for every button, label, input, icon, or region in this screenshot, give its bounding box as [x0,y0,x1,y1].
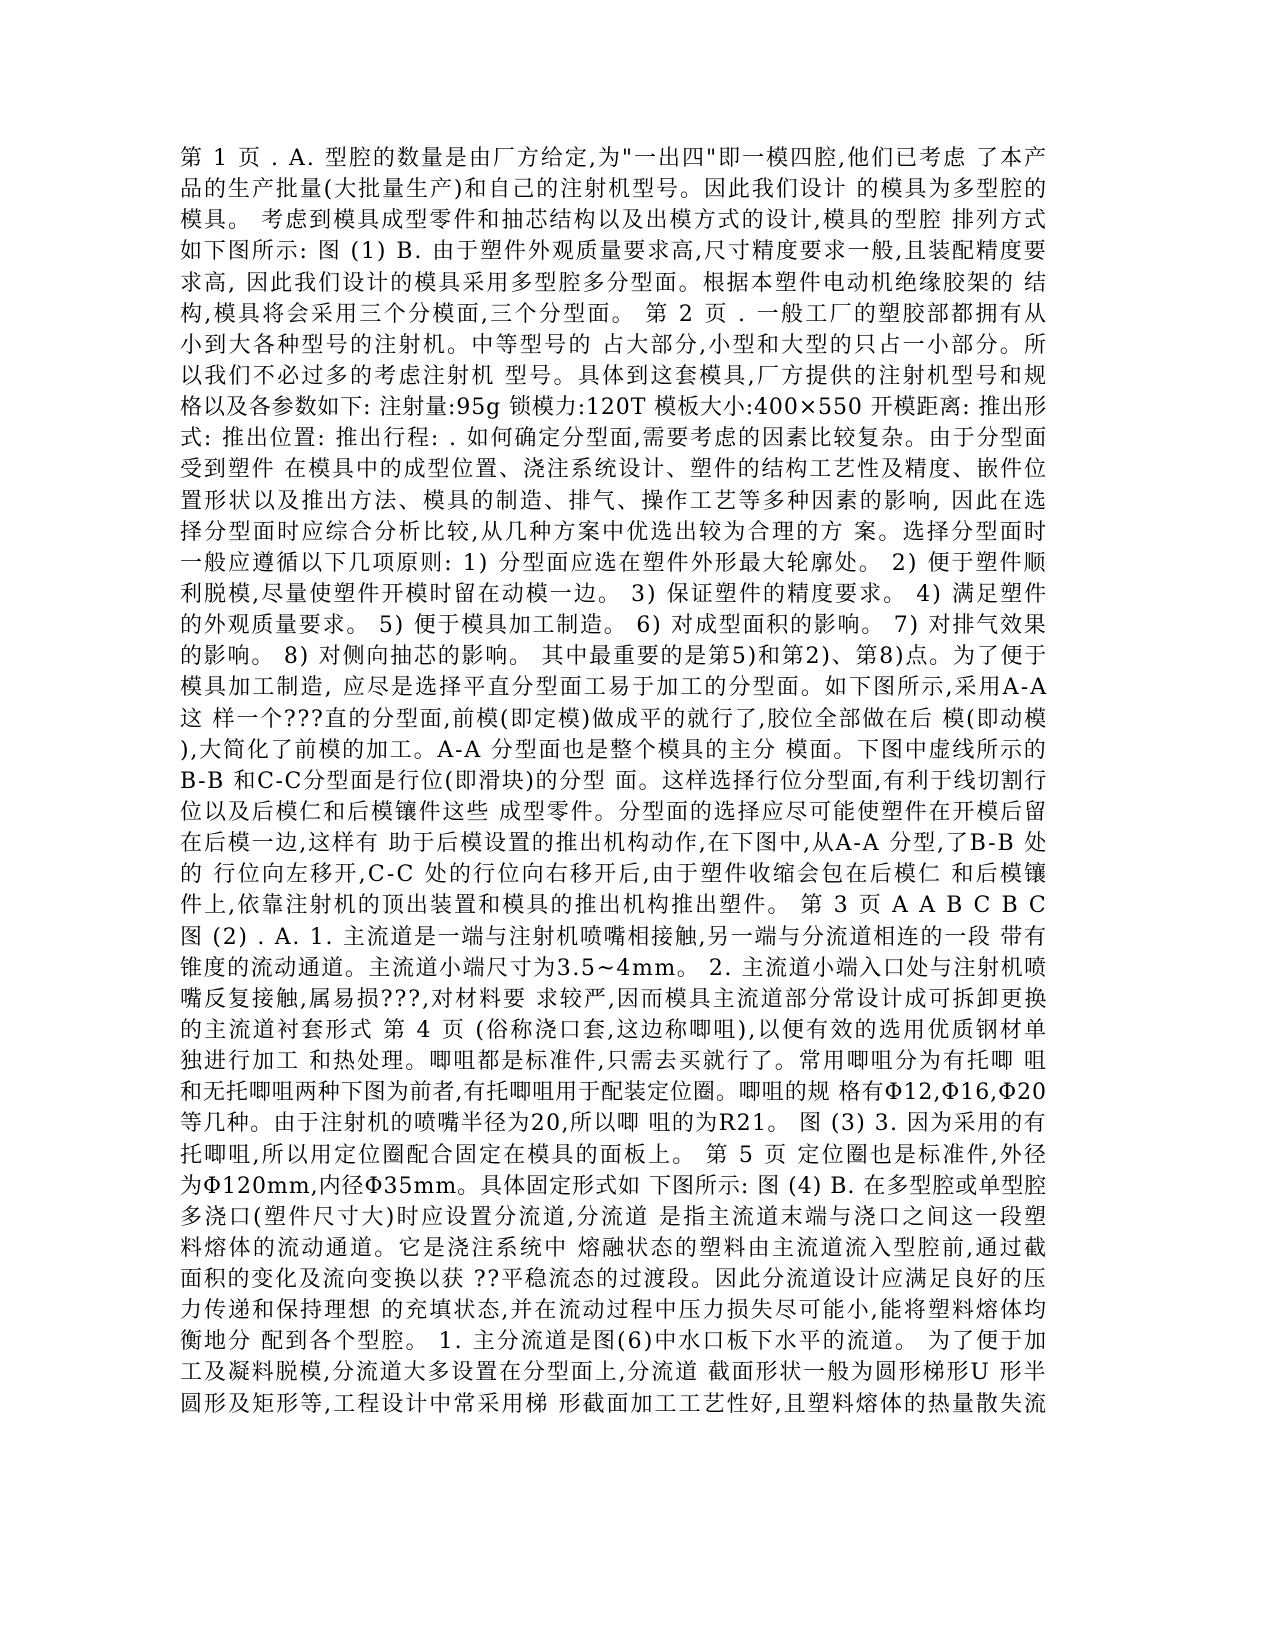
text-line: 的影响。 8) 对侧向抽芯的影响。 其中最重要的是第5)和第2)、第8)点。为了便于 [180,644,1049,670]
text-line: 的 行位向左移开,C-C 处的行位向右移开后,由于塑件收缩会包在后模仁 和后模镶 [180,862,1049,888]
text-line: 的主流道衬套形式 第 4 页 (俗称浇口套,这边称唧咀),以便有效的选用优质钢材单 [180,1017,1049,1043]
text-line: 择分型面时应综合分析比较,从几种方案中优选出较为合理的方 案。选择分型面时 [180,519,1049,545]
text-line: 衡地分 配到各个型腔。 1. 主分流道是图(6)中水口板下水平的流道。 为了便于加 [180,1329,1049,1355]
text-line: 在后模一边,这样有 助于后模设置的推出机构动作,在下图中,从A-A 分型,了B-B 处 [180,831,1049,857]
text-line: 圆形及矩形等,工程设计中常采用梯 形截面加工工艺性好,且塑料熔体的热量散失流 [180,1391,1049,1417]
text-line: 和无托唧咀两种下图为前者,有托唧咀用于配装定位圈。唧咀的规 格有Φ12,Φ16,Φ20 [180,1080,1048,1106]
text-line: 构,模具将会采用三个分模面,三个分型面。 第 2 页 . 一般工厂的塑胶部都拥有从 [180,301,1049,327]
text-line: 第 1 页 . A. 型腔的数量是由厂方给定,为"一出四"即一模四腔,他们已考虑 了本产 [180,146,1049,171]
text-line: 受到塑件 在模具中的成型位置、浇注系统设计、塑件的结构工艺性及精度、嵌件位 [180,457,1048,483]
text-line: 为Φ120mm,内径Φ35mm。具体固定形式如 下图所示: 图 (4) B. 在多型腔或单型腔 [180,1173,1048,1199]
text-line: ),大简化了前模的加工。A-A 分型面也是整个模具的主分 模面。下图中虚线所示的 [180,737,1048,763]
text-line: 式: 推出位置: 推出行程: . 如何确定分型面,需要考虑的因素比较复杂。由于分型面 [180,426,1049,452]
text-line: 模具。 考虑到模具成型零件和抽芯结构以及出模方式的设计,模具的型腔 排列方式 [180,208,1049,234]
text-line: 锥度的流动通道。主流道小端尺寸为3.5~4mm。 2. 主流道小端入口处与注射机喷 [180,955,1048,981]
text-line: 利脱模,尽量使塑件开模时留在动模一边。 3) 保证塑件的精度要求。 4) 满足塑件 [180,581,1049,607]
text-line: 置形状以及推出方法、模具的制造、排气、操作工艺等多种因素的影响, 因此在选 [180,488,1049,514]
text-line: 独进行加工 和热处理。唧咀都是标准件,只需去买就行了。常用唧咀分为有托唧 咀 [180,1049,1049,1075]
text-line: 求高, 因此我们设计的模具采用多型腔多分型面。根据本塑件电动机绝缘胶架的 结 [180,270,1049,296]
text-line: 件上,依靠注射机的顶出装置和模具的推出机构推出塑件。 第 3 页 A A B C B C [180,893,1048,919]
text-line: 图 (2) . A. 1. 主流道是一端与注射机喷嘴相接触,另一端与分流道相连的一段 带有 [180,924,1048,950]
text-line: 托唧咀,所以用定位圈配合固定在模具的面板上。 第 5 页 定位圈也是标准件,外径 [180,1142,1049,1168]
text-line: 小到大各种型号的注射机。中等型号的 占大部分,小型和大型的只占一小部分。所 [180,332,1049,358]
text-line: 格以及各参数如下: 注射量:95g 锁模力:120T 模板大小:400×550 开模距离: 推出形 [180,395,1048,421]
text-line: 位以及后模仁和后模镶件这些 成型零件。分型面的选择应尽可能使塑件在开模后留 [180,799,1048,825]
text-line: 工及凝料脱模,分流道大多设置在分型面上,分流道 截面形状一般为圆形梯形U 形半 [180,1360,1048,1386]
text-line: 等几种。由于注射机的喷嘴半径为20,所以唧 咀的为R21。 图 (3) 3. 因为采用的有 [180,1111,1048,1137]
text-line: 一般应遵循以下几项原则: 1) 分型面应选在塑件外形最大轮廓处。 2) 便于塑件顺 [180,550,1048,576]
text-line: 力传递和保持理想 的充填状态,并在流动过程中压力损失尽可能小,能将塑料熔体均 [180,1298,1049,1324]
text-line: 这 样一个???直的分型面,前模(即定模)做成平的就行了,胶位全部做在后 模(即动模 [180,706,1048,732]
text-line: 如下图所示: 图 (1) B. 由于塑件外观质量要求高,尺寸精度要求一般,且装配精度要 [180,239,1048,265]
text-line: 以我们不必过多的考虑注射机 型号。具体到这套模具,厂方提供的注射机型号和规 [180,363,1049,389]
text-line: 的外观质量要求。 5) 便于模具加工制造。 6) 对成型面积的影响。 7) 对排气效果 [180,613,1048,639]
text-line: 料熔体的流动通道。它是浇注系统中 熔融状态的塑料由主流道流入型腔前,通过截 [180,1235,1049,1261]
text-line: B-B 和C-C分型面是行位(即滑块)的分型 面。这样选择行位分型面,有利于线切割行 [180,768,1048,794]
text-line: 嘴反复接触,属易损???,对材料要 求较严,因而模具主流道部分常设计成可拆卸更换 [180,986,1049,1012]
body-text [180,143,1050,1420]
text-line: 模具加工制造, 应尽是选择平直分型面工易于加工的分型面。如下图所示,采用A-A [180,675,1049,701]
text-line: 品的生产批量(大批量生产)和自己的注射机型号。因此我们设计 的模具为多型腔的 [180,177,1049,203]
text-line: 多浇口(塑件尺寸大)时应设置分流道,分流道 是指主流道末端与浇口之间这一段塑 [180,1204,1049,1230]
text-line: 面积的变化及流向变换以获 ??平稳流态的过渡段。因此分流道设计应满足良好的压 [180,1267,1048,1293]
